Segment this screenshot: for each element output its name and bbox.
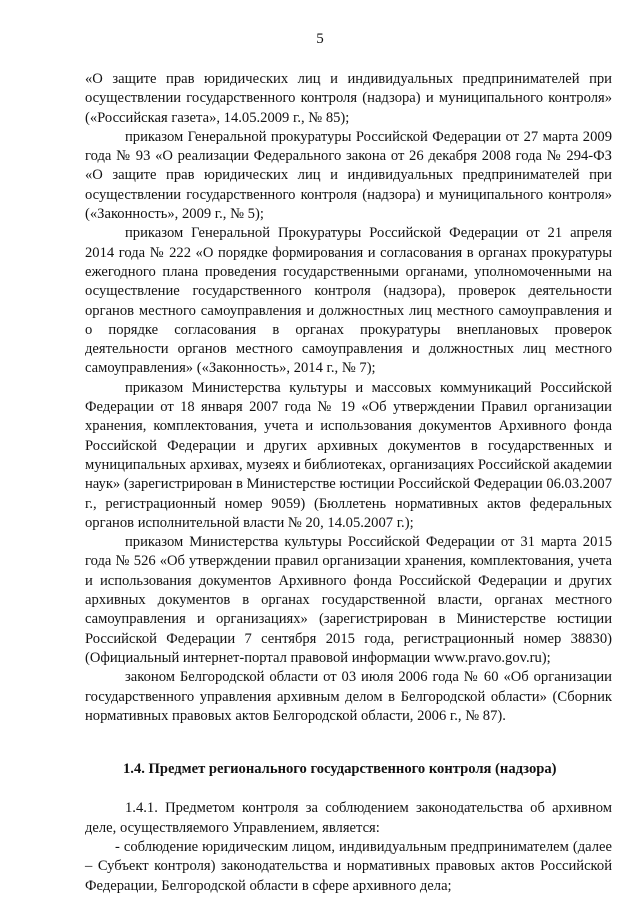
paragraph-order-19: приказом Министерства культуры и массовых коммуникаций Российской Федерации от 18 января 2007 года № 19 «Об утверждении Правил организации хранения, комплектования, учета и использования документов Архивного фонда Российской Федерации и других архивных документов в государственных и муниципальных архивах, музеях и библиотеках, организациях Российской академии наук» (зарегистрирован в Министерстве юстиции Российской Федерации 06.03.2007 г., регистрационный номер 9059) (Бюллетень нормативных актов федеральных органов исполнительной власти № 20, 14.05.2007 г.); xyxy=(85,379,612,531)
paragraph-regional-law-60: законом Белгородской области от 03 июля 2006 года № 60 «Об организации государственного управления архивным делом в Белгородской области» (Сборник нормативных правовых актов Белгородской области, 2006 г., № 87). xyxy=(85,669,612,724)
paragraph-order-222: приказом Генеральной Прокуратуры Российской Федерации от 21 апреля 2014 года № 222 «О порядке формирования и согласования в органах прокуратуры ежегодного плана проведения государственными органами, уполномоченными на осуществление государственного контроля (надзора), проверок деятельности органов местного самоуправления и должностных лиц местного самоуправления и о порядке согласования в органах прокуратуры внеплановых проверок деятельности органов местного самоуправления и должностных лиц местного самоуправления» («Законность», 2014 г., № 7); xyxy=(85,225,612,377)
paragraph-order-93: приказом Генеральной прокуратуры Российской Федерации от 27 марта 2009 года № 93 «О реализации Федерального закона от 26 декабря 2008 года № 294-ФЗ «О защите прав юридических лиц и индивидуальных предпринимателей при осуществлении государственного контроля (надзора) и муниципального контроля» («Законность», 2009 г., № 5); xyxy=(85,128,612,223)
document-body xyxy=(85,70,612,896)
section-heading: 1.4. Предмет регионального государственного контроля (надзора) xyxy=(123,761,557,778)
list-item-compliance: - соблюдение юридическим лицом, индивидуальным предпринимателем (далее – Субъект контроля) законодательства и нормативных правовых актов Российской Федерации, Белгородской области в сфере архивного дела; xyxy=(85,838,612,894)
page-number: 5 xyxy=(316,31,324,47)
paragraph-law-title-continuation: «О защите прав юридических лиц и индивидуальных предпринимателей при осуществлении государственного контроля (надзора) и муниципального контроля» («Российская газета», 14.05.2009 г., № 85); xyxy=(85,71,612,126)
paragraph-order-526: приказом Министерства культуры Российской Федерации от 31 марта 2015 года № 526 «Об утверждении правил организации хранения, комплектования, учета и использования документов Архивного фонда Российской Федерации и других архивных документов в органах государственной власти, органах местного самоуправления и организациях» (зарегистрирован в Министерстве юстиции Российской Федерации 7 сентября 2015 года, регистрационный номер 38830) (Официальный интернет-портал правовой информации www.pravo.gov.ru); xyxy=(85,534,612,666)
paragraph-1-4-1: 1.4.1. Предметом контроля за соблюдением законодательства об архивном деле, осуществляемого Управлением, является: xyxy=(85,800,612,836)
